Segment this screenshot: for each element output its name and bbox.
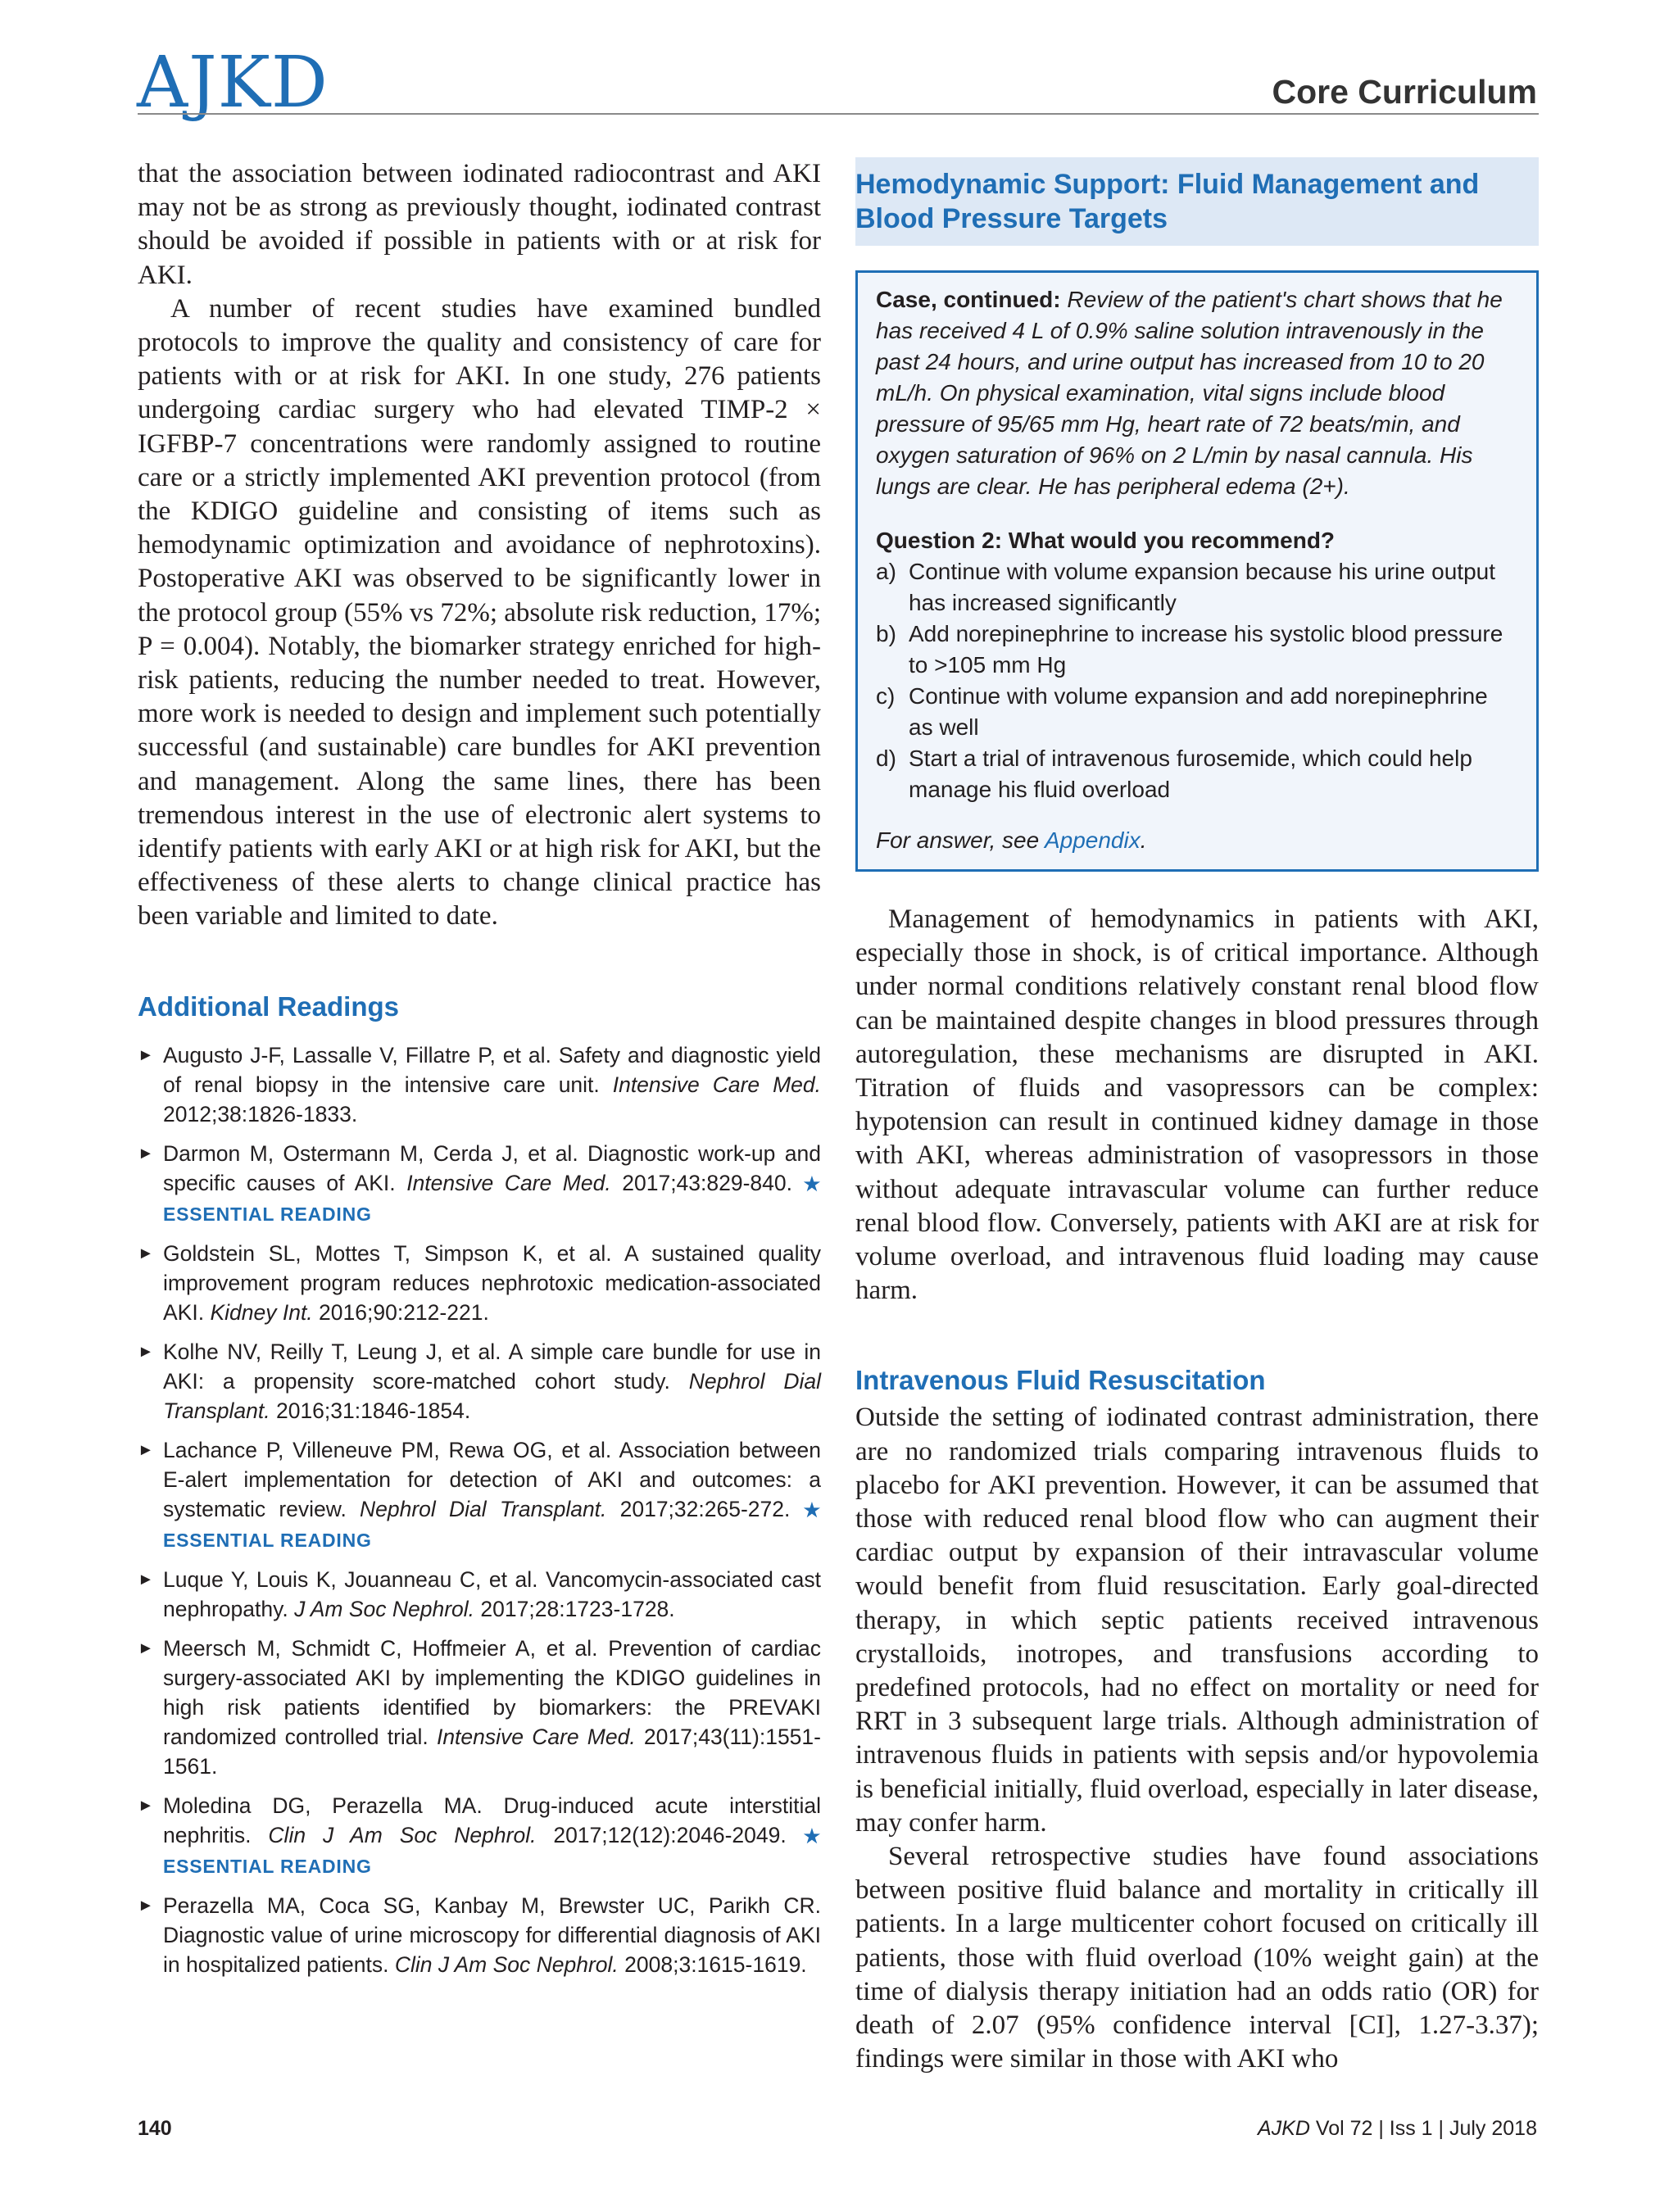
reading-item: [138, 1337, 821, 1426]
case-description: Review of the patient's chart shows that he has received 4 L of 0.9% saline solution intravenously in the past 24 hours, and urine output has increased from 10 to 20 mL/h. On physical examination, vital signs include blood pressure of 95/65 mm Hg, heart rate of 72 beats/min, and oxygen saturation of 96% on 2 L/min by nasal cannula. His lungs are clear. He has peripheral edema (2+).: [876, 287, 1503, 499]
appendix-link[interactable]: Appendix: [1044, 827, 1141, 853]
option-text: Start a trial of intravenous furosemide, which could help manage his fluid overload: [909, 746, 1472, 802]
section-heading: Hemodynamic Support: Fluid Management and Blood Pressure Targets: [855, 169, 1480, 234]
essential-reading-badge: ★ ESSENTIAL READING: [163, 1824, 822, 1877]
reading-text: Lachance P, Villeneuve PM, Rewa OG, et al. Association between E-alert implementation for detection of AKI and outcomes: a systematic review.: [163, 1437, 821, 1521]
reading-journal: Clin J Am Soc Nephrol.: [394, 1951, 619, 1977]
reading-journal: Nephrol Dial Transplant.: [163, 1368, 822, 1423]
reading-item: [138, 1239, 821, 1327]
reading-item: [138, 1139, 821, 1229]
additional-readings-heading: Additional Readings: [138, 990, 400, 1022]
body-paragraph: Outside the setting of iodinated contrast administration, there are no randomized trials comparing intravenous fluids to placebo for AKI prevention. However, it can be assumed that those with reduced renal blood flow who can augment their cardiac output by expansion of their intravascular volume would benefit from fluid resuscitation. Early goal-directed therapy, in which septic patients received intravenous crystalloids, inotropes, and transfusions according to predefined protocols, had no effect on mortality or need for RRT in 3 subsequent large trials. Although administration of intravenous fluids in patients with sepsis and/or hypovolemia is beneficial initially, fluid overload, especially in later disease, may confer harm.: [855, 1403, 1539, 1838]
triangle-bullet-icon: ►: [138, 1144, 154, 1163]
journal-logo: AJKD: [137, 42, 329, 124]
reading-journal: Nephrol Dial Transplant.: [360, 1496, 607, 1521]
reading-citation: 2017;43:829-840.: [610, 1170, 793, 1195]
reading-text: Moledina DG, Perazella MA. Drug-induced acute interstitial nephritis.: [163, 1793, 821, 1847]
reading-citation: 2012;38:1826-1833.: [163, 1101, 358, 1126]
case-box: [855, 270, 1539, 872]
reading-text: Augusto J-F, Lassalle V, Fillatre P, et al. Safety and diagnostic yield of renal biopsy in the intensive care unit.: [163, 1042, 821, 1097]
section-heading-band: [855, 157, 1539, 246]
question-options: [876, 556, 1518, 805]
reading-item: [138, 1791, 821, 1881]
reading-citation: 2008;3:1615-1619.: [618, 1951, 807, 1977]
triangle-bullet-icon: ►: [138, 1244, 154, 1262]
reading-text: Kolhe NV, Reilly T, Leung J, et al. A simple care bundle for use in AKI: a propensity score-matched cohort study.: [163, 1339, 821, 1394]
right-column: [855, 157, 1539, 2077]
question-title: Question 2: What would you recommend?: [876, 528, 1336, 553]
reading-item: [138, 1634, 821, 1781]
reading-journal: Clin J Am Soc Nephrol.: [268, 1822, 537, 1847]
triangle-bullet-icon: ►: [138, 1639, 154, 1657]
page-number: 140: [138, 2117, 172, 2140]
triangle-bullet-icon: ►: [138, 1896, 154, 1915]
footer-citation: [1258, 2117, 1537, 2141]
reading-journal: J Am Soc Nephrol.: [294, 1596, 475, 1621]
body-paragraph: A number of recent studies have examined bundled protocols to improve the quality and consistency of care for patients with or at risk for AKI. In one study, 276 patients undergoing cardiac surgery who had elevated TIMP-2 × IGFBP-7 concentrations were randomly assigned to routine care or a strictly implemented AKI prevention protocol (from the KDIGO guideline and consisting of items such as hemodynamic optimization and avoidance of nephrotoxins). Postoperative AKI was observed to be significantly lower in the protocol group (55% vs 72%; absolute risk reduction, 17%; P = 0.004). Notably, the biomarker strategy enriched for high-risk patients, reducing the number needed to treat. However, more work is needed to design and implement such potentially successful (and sustainable) care bundles for AKI prevention and management. Along the same lines, there has been tremendous interest in the use of electronic alert systems to identify patients with early AKI or at high risk for AKI, but the effectiveness of these alerts to change clinical practice has been variable and limited to date.: [138, 293, 822, 931]
option-letter: b): [876, 621, 896, 646]
question-option: [876, 556, 1518, 619]
triangle-bullet-icon: ►: [138, 1342, 154, 1361]
reading-list: [138, 1040, 821, 1979]
reading-journal: Intensive Care Med.: [406, 1170, 611, 1195]
footer-journal: AJKD: [1258, 2117, 1310, 2140]
body-paragraph: Several retrospective studies have found associations between positive fluid balance and mortality in critically ill patients. In a large multicenter cohort focused on critically ill patients, those with fluid overload (10% weight gain) at the time of dialysis therapy initiation had an odds ratio (OR) for death of 2.07 (95% confidence interval [CI], 1.27-3.37); findings were similar in those with AKI who: [855, 1842, 1539, 2074]
essential-reading-badge: ★ ESSENTIAL READING: [163, 1498, 821, 1551]
question-option: [876, 619, 1518, 681]
reading-text: Darmon M, Ostermann M, Cerda J, et al. Diagnostic work-up and specific causes of AKI.: [163, 1140, 821, 1195]
left-column: [138, 157, 821, 1989]
triangle-bullet-icon: ►: [138, 1796, 154, 1815]
reading-text: Goldstein SL, Mottes T, Simpson K, et al. A sustained quality improvement program reduces nephrotoxic medication-associated AKI.: [163, 1240, 821, 1325]
option-letter: d): [876, 746, 896, 771]
reading-citation: 2016;31:1846-1854.: [270, 1398, 471, 1423]
reading-item: [138, 1435, 821, 1555]
reading-item: [138, 1891, 821, 1979]
answer-prefix: For answer, see: [876, 827, 1045, 853]
reading-citation: 2017;28:1723-1728.: [474, 1596, 675, 1621]
body-paragraph: that the association between iodinated radiocontrast and AKI may not be as strong as previously thought, iodinated contrast should be avoided if possible in patients with or at risk for AKI.: [138, 159, 821, 290]
footer-volume: Vol 72 | Iss 1 | July 2018: [1309, 2117, 1537, 2140]
reading-citation: 2017;12(12):2046-2049.: [536, 1822, 787, 1847]
case-label: Case, continued:: [876, 287, 1061, 312]
reading-text: Luque Y, Louis K, Jouanneau C, et al. Vancomycin-associated cast nephropathy.: [163, 1566, 821, 1621]
reading-text: Perazella MA, Coca SG, Kanbay M, Brewster UC, Parikh CR. Diagnostic value of urine microscopy for differential diagnosis of AKI in hospitalized patients.: [163, 1892, 821, 1977]
reading-item: [138, 1565, 821, 1624]
triangle-bullet-icon: ►: [138, 1045, 154, 1064]
section-label: Core Curriculum: [1272, 73, 1537, 111]
header-rule: [138, 113, 1539, 115]
option-letter: a): [876, 559, 896, 584]
reading-citation: 2017;32:265-272.: [606, 1496, 791, 1521]
case-text: [876, 284, 1518, 502]
reading-citation: 2017;43(11):1551-1561.: [163, 1724, 821, 1779]
option-text: Add norepinephrine to increase his systolic blood pressure to >105 mm Hg: [909, 621, 1503, 678]
answer-note: [876, 825, 1518, 856]
triangle-bullet-icon: ►: [138, 1570, 154, 1589]
iv-fluid-heading: Intravenous Fluid Resuscitation: [855, 1365, 1266, 1396]
triangle-bullet-icon: ►: [138, 1440, 154, 1459]
reading-journal: Kidney Int.: [210, 1299, 313, 1325]
option-text: Continue with volume expansion and add norepinephrine as well: [909, 683, 1488, 740]
question-option: [876, 681, 1518, 743]
option-letter: c): [876, 683, 896, 709]
reading-journal: Intensive Care Med.: [436, 1724, 636, 1749]
body-paragraph: Management of hemodynamics in patients with AKI, especially those in shock, is of critical importance. Although under normal conditions relatively constant renal blood flow can be maintained despite changes in blood pressures through autoregulation, these mechanisms are disrupted in AKI. Titration of fluids and vasopressors can be complex: hypotension can result in continued kidney damage in those with AKI, whereas administration of vasopressors in those without adequate intravascular volume can further reduce renal blood flow. Conversely, patients with AKI are at risk for volume overload, and intravenous fluid loading may cause harm.: [855, 904, 1539, 1306]
reading-citation: 2016;90:212-221.: [312, 1299, 489, 1325]
reading-text: Meersch M, Schmidt C, Hoffmeier A, et al. Prevention of cardiac surgery-associated AKI by implementing the KDIGO guidelines in high risk patients identified by biomarkers: the PREVAKI randomized controlled trial.: [163, 1635, 821, 1749]
answer-suffix: .: [1140, 827, 1147, 853]
reading-item: [138, 1040, 821, 1129]
option-text: Continue with volume expansion because his urine output has increased significantly: [909, 559, 1496, 615]
reading-journal: Intensive Care Med.: [612, 1072, 821, 1097]
essential-reading-badge: ★ ESSENTIAL READING: [163, 1172, 821, 1225]
question-option: [876, 743, 1518, 805]
